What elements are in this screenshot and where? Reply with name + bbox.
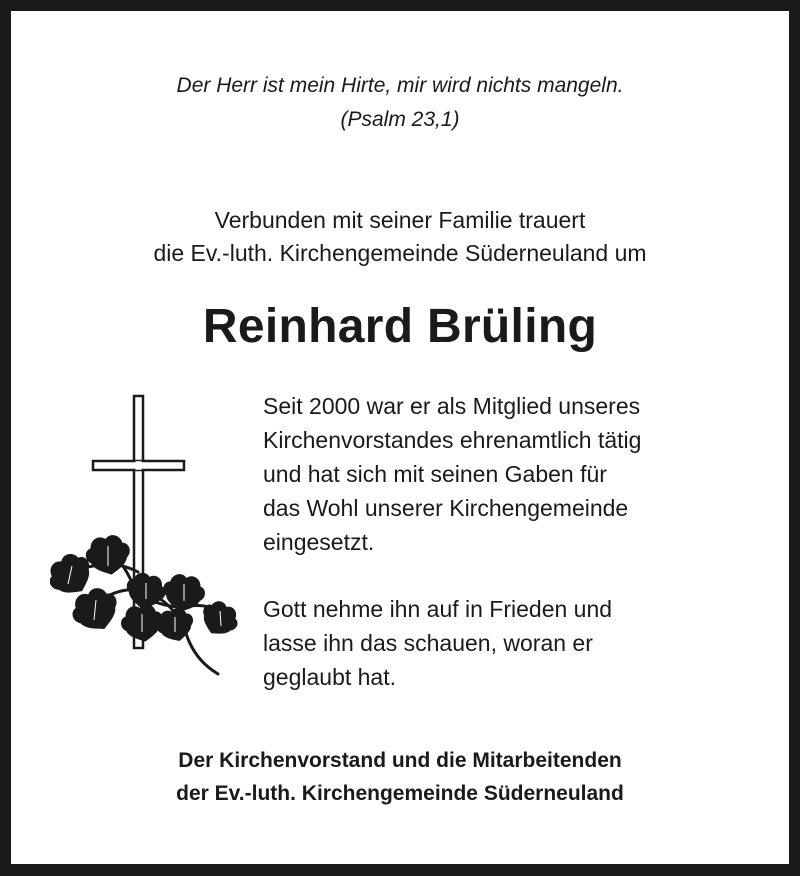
blessing-line: lasse ihn das schauen, woran er: [263, 630, 593, 656]
signature-line-2: der Ev.-luth. Kirchengemeinde Süderneuland: [176, 782, 624, 805]
psalm-reference: (Psalm 23,1): [340, 108, 460, 131]
deceased-name: Reinhard Brüling: [202, 300, 598, 353]
tribute-line: eingesetzt.: [263, 529, 375, 555]
tribute-line: Seit 2000 war er als Mitglied unseres: [263, 393, 641, 419]
intro-line-1: Verbunden mit seiner Familie trauert: [214, 207, 586, 233]
cross-with-ivy-icon: [50, 394, 240, 678]
blessing-line: geglaubt hat.: [263, 664, 397, 690]
psalm-verse: Der Herr ist mein Hirte, mir wird nichts mangeln.: [176, 74, 624, 97]
blessing-paragraph: [263, 592, 763, 694]
tribute-line: und hat sich mit seinen Gaben für: [263, 461, 607, 487]
signature-line-1: Der Kirchenvorstand und die Mitarbeitenden: [178, 749, 622, 772]
tribute-line: das Wohl unserer Kirchengemeinde: [263, 495, 629, 521]
blessing-line: Gott nehme ihn auf in Frieden und: [263, 596, 613, 622]
intro-line-2: die Ev.-luth. Kirchengemeinde Süderneuland um: [153, 240, 647, 266]
tribute-line: Kirchenvorstandes ehrenamtlich tätig: [263, 427, 642, 453]
tribute-paragraph: [263, 389, 763, 559]
